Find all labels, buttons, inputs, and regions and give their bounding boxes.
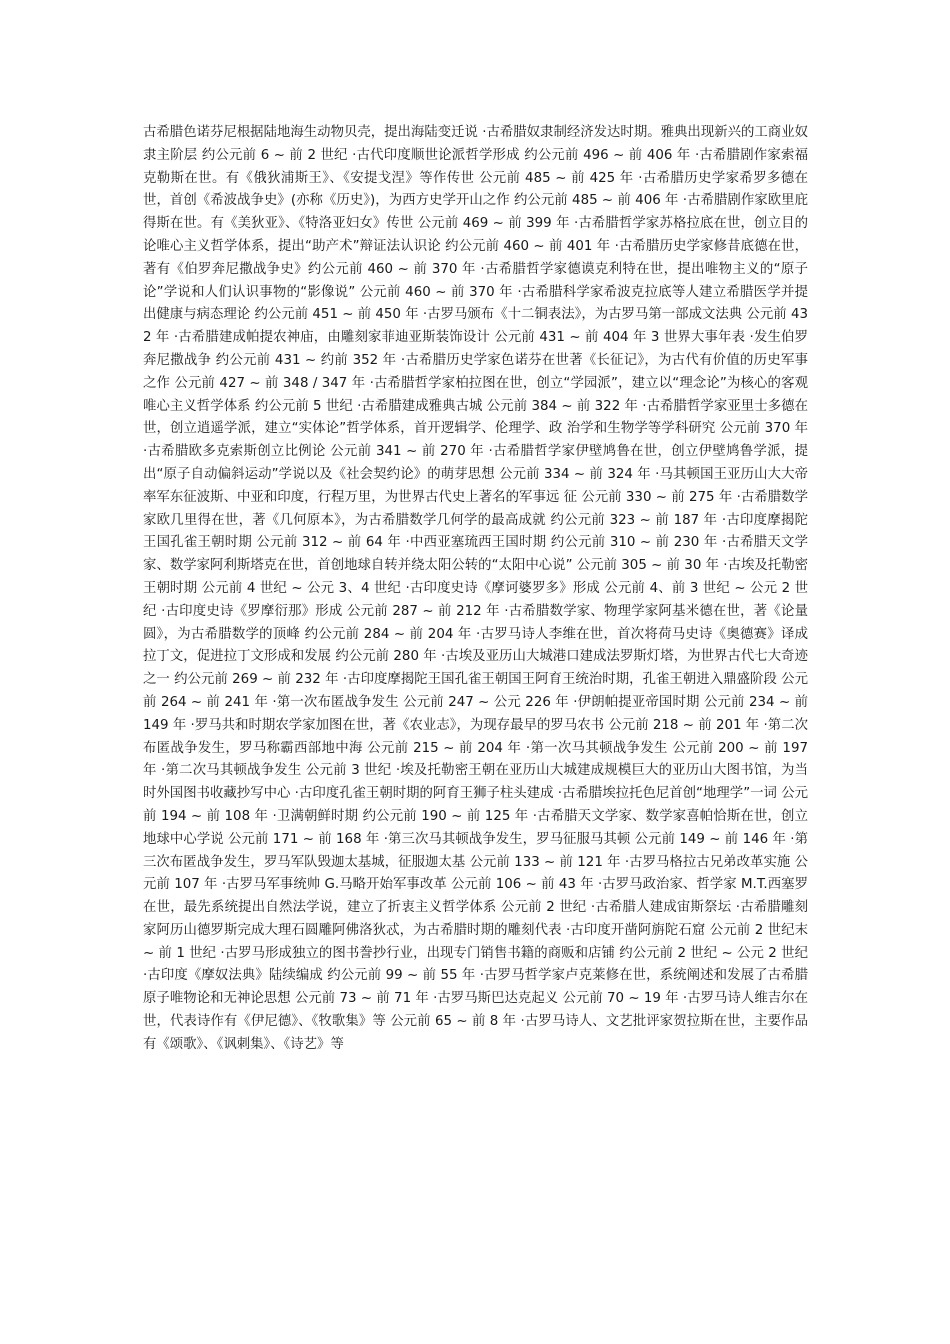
document-page <box>143 122 808 1057</box>
body-paragraph: 古希腊色诺芬尼根据陆地海生动物贝壳，提出海陆变迁说 ·古希腊奴隶制经济发达时期。雅典出现新兴的工商业奴隶主阶层 约公元前 6 ~ 前 2 世纪 ·古代印度顺世论派哲学形成 约公元前 496 ~ 前 406 年 ·古希腊剧作家索福克勒斯在世。有《俄狄浦斯王》、《安提戈涅》等作传世 公元前 485 ~ 前 425 年 ·古希腊历史学家希罗多德在世，首创《希波战争史》(亦称《历史》)，为西方史学开山之作 约公元前 485 ~ 前 406 年 ·古希腊剧作家欧里庇得斯在世。有《美狄亚》、《特洛亚妇女》传世 公元前 469 ~ 前 399 年 ·古希腊哲学家苏格拉底在世，创立目的论唯心主义哲学体系，提出“助产术”辩证法认识论 约公元前 460 ~ 前 401 年 ·古希腊历史学家修昔底德在世，著有《伯罗奔尼撒战争史》约公元前 460 ~ 前 370 年 ·古希腊哲学家德谟克利特在世，提出唯物主义的“原子论”学说和人们认识事物的“影像说” 公元前 460 ~ 前 370 年 ·古希腊科学家希波克拉底等人建立希腊医学并提出健康与病态理论 约公元前 451 ~ 前 450 年 ·古罗马颁布《十二铜表法》，为古罗马第一部成文法典 公元前 432 年 ·古希腊建成帕提农神庙，由雕刻家菲迪亚斯装饰设计 公元前 431 ~ 前 404 年 3 世界大事年表 ·发生伯罗奔尼撒战争 约公元前 431 ~ 约前 352 年 ·古希腊历史学家色诺芬在世著《长征记》，为古代有价值的历史军事之作 公元前 427 ~ 前 348 / 347 年 ·古希腊哲学家柏拉图在世，创立“学园派”，建立以“理念论”为核心的客观唯心主义哲学体系 约公元前 5 世纪 ·古希腊建成雅典古城 公元前 384 ~ 前 322 年 ·古希腊哲学家亚里士多德在世，创立逍遥学派，建立“实体论”哲学体系，首开逻辑学、伦理学、政 治学和生物学等学科研究 公元前 370 年 ·古希腊欧多克索斯创立比例论 公元前 341 ~ 前 270 年 ·古希腊哲学家伊壁鸠鲁在世，创立伊壁鸠鲁学派，提出“原子自动偏斜运动”学说以及《社会契约论》的萌芽思想 公元前 334 ~ 前 324 年 ·马其顿国王亚历山大大帝率军东征波斯、中亚和印度，行程万里，为世界古代史上著名的军事远 征 公元前 330 ~ 前 275 年 ·古希腊数学家欧几里得在世，著《几何原本》，为古希腊数学几何学的最高成就 约公元前 323 ~ 前 187 年 ·古印度摩揭陀王国孔雀王朝时期 公元前 312 ~ 前 64 年 ·中西亚塞琉西王国时期 约公元前 310 ~ 前 230 年 ·古希腊天文学家、数学家阿利斯塔克在世，首创地球自转并绕太阳公转的“太阳中心说” 公元前 305 ~ 前 30 年 ·古埃及托勒密王朝时期 公元前 4 世纪 ~ 公元 3、4 世纪 ·古印度史诗《摩诃婆罗多》形成 公元前 4、前 3 世纪 ~ 公元 2 世纪 ·古印度史诗《罗摩衍那》形成 公元前 287 ~ 前 212 年 ·古希腊数学家、物理学家阿基米德在世，著《论量圆》，为古希腊数学的顶峰 约公元前 284 ~ 前 204 年 ·古罗马诗人李维在世，首次将荷马史诗《奥德赛》译成拉丁文，促进拉丁文形成和发展 约公元前 280 年 ·古埃及亚历山大城港口建成法罗斯灯塔，为世界古代七大奇迹之一 约公元前 269 ~ 前 232 年 ·古印度摩揭陀王国孔雀王朝国王阿育王统治时期，孔雀王朝进入鼎盛阶段 公元前 264 ~ 前 241 年 ·第一次布匿战争发生 公元前 247 ~ 公元 226 年 ·伊朗帕提亚帝国时期 公元前 234 ~ 前 149 年 ·罗马共和时期农学家加图在世，著《农业志》，为现存最早的罗马农书 公元前 218 ~ 前 201 年 ·第二次布匿战争发生，罗马称霸西部地中海 公元前 215 ~ 前 204 年 ·第一次马其顿战争发生 公元前 200 ~ 前 197 年 ·第二次马其顿战争发生 公元前 3 世纪 ·埃及托勒密王朝在亚历山大城建成规模巨大的亚历山大图书馆，为当时外国图书收藏抄写中心 ·古印度孔雀王朝时期的阿育王狮子柱头建成 ·古希腊埃拉托色尼首创“地理学”一词 公元前 194 ~ 前 108 年 ·卫满朝鲜时期 约公元前 190 ~ 前 125 年 ·古希腊天文学家、数学家喜帕恰斯在世，创立地球中心学说 公元前 171 ~ 前 168 年 ·第三次马其顿战争发生，罗马征服马其顿 公元前 149 ~ 前 146 年 ·第三次布匿战争发生，罗马军队毁迦太基城，征服迦太基 公元前 133 ~ 前 121 年 ·古罗马格拉古兄弟改革实施 公元前 107 年 ·古罗马军事统帅 G.马略开始军事改革 公元前 106 ~ 前 43 年 ·古罗马政治家、哲学家 M.T.西塞罗在世，最先系统提出自然法学说，建立了折衷主义哲学体系 公元前 2 世纪 ·古希腊人建成宙斯祭坛 ·古希腊雕刻家阿历山德罗斯完成大理石圆雕阿佛洛狄忒，为古希腊时期的雕刻代表 ·古印度开凿阿旃陀石窟 公元前 2 世纪末 ~ 前 1 世纪 ·古罗马形成独立的图书誊抄行业，出现专门销售书籍的商贩和店铺 约公元前 2 世纪 ~ 公元 2 世纪 ·古印度《摩奴法典》陆续编成 约公元前 99 ~ 前 55 年 ·古罗马哲学家卢克莱修在世，系统阐述和发展了古希腊原子唯物论和无神论思想 公元前 73 ~ 前 71 年 ·古罗马斯巴达克起义 公元前 70 ~ 19 年 ·古罗马诗人维吉尔在世，代表诗作有《伊尼德》、《牧歌集》等 公元前 65 ~ 前 8 年 ·古罗马诗人、文艺批评家贺拉斯在世，主要作品有《颂歌》、《讽刺集》、《诗艺》等 <box>143 125 808 1052</box>
